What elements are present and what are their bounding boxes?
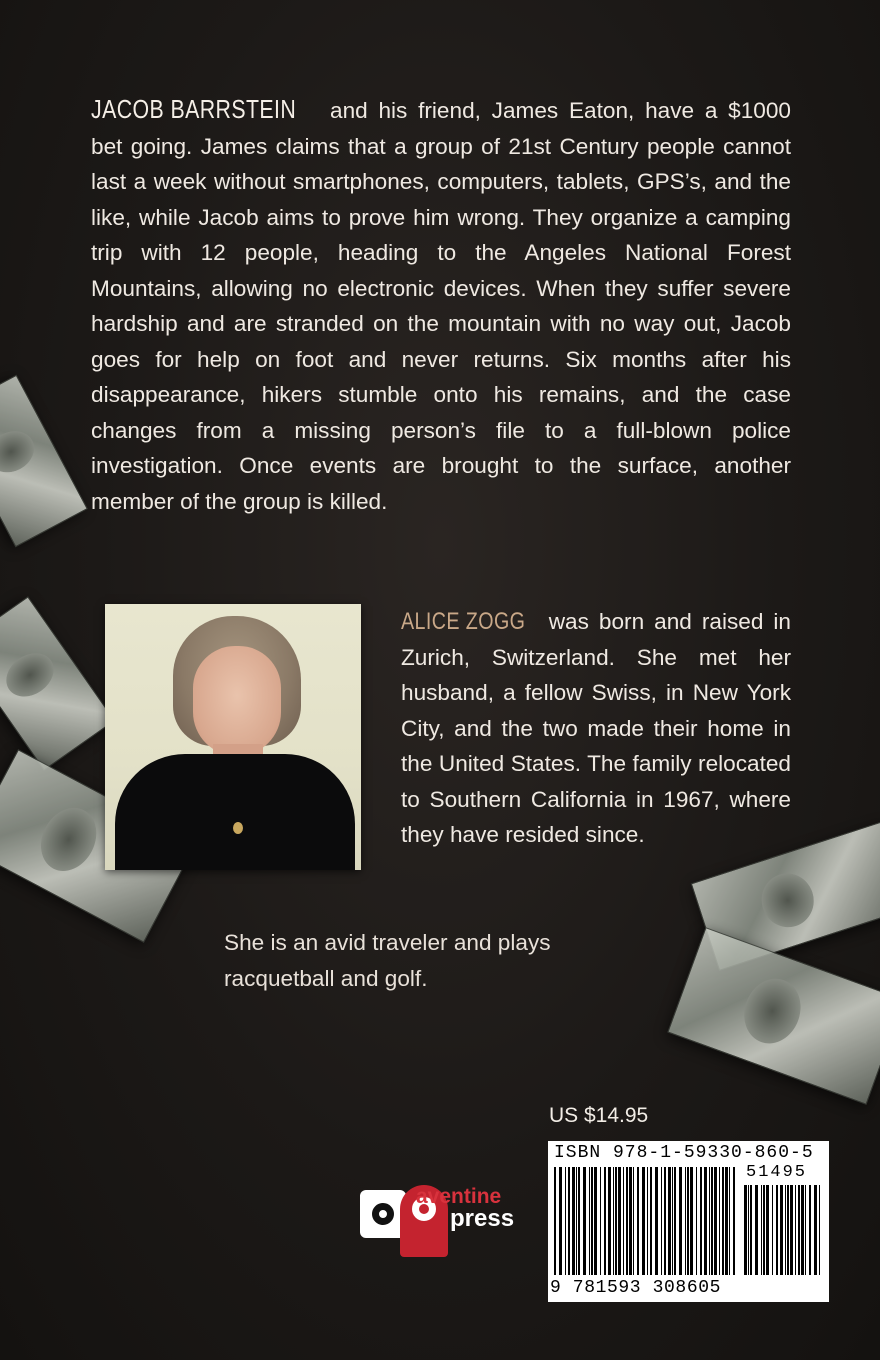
barcode-bar: [568, 1167, 570, 1275]
barcode-bar: [647, 1167, 648, 1275]
barcode-bar: [565, 1167, 566, 1275]
barcode-addon-bars: [744, 1185, 822, 1275]
author-photo-body: [115, 754, 355, 870]
barcode-bar: [583, 1167, 586, 1275]
barcode-bar: [744, 1185, 747, 1275]
barcode-bar: [642, 1167, 645, 1275]
barcode-bar: [761, 1185, 762, 1275]
barcode-bar: [623, 1167, 624, 1275]
ean-digits: 9 781593 308605: [550, 1278, 722, 1298]
barcode-bar: [711, 1167, 713, 1275]
barcode-bar: [559, 1167, 562, 1275]
barcode-bar: [690, 1167, 693, 1275]
barcode-bar: [704, 1167, 707, 1275]
barcode-bar: [787, 1185, 789, 1275]
publisher-name-top: aventine: [416, 1185, 502, 1208]
barcode-bar: [664, 1167, 666, 1275]
publisher-name-bottom: press: [450, 1205, 515, 1232]
barcode-bar: [604, 1167, 606, 1275]
barcode-bar: [772, 1185, 773, 1275]
barcode-bar: [615, 1167, 617, 1275]
barcode-bar: [750, 1185, 752, 1275]
barcode-main-bars: [554, 1167, 736, 1275]
author-name: ALICE ZOGG: [401, 608, 526, 635]
barcode-bar: [805, 1185, 806, 1275]
synopsis: [91, 92, 791, 519]
barcode-bar: [594, 1167, 597, 1275]
isbn-label: ISBN 978-1-59330-860-5: [554, 1143, 814, 1163]
barcode-bar: [608, 1167, 611, 1275]
barcode-bar: [780, 1185, 783, 1275]
barcode-bar: [685, 1167, 686, 1275]
money-bill-right-2: [667, 927, 880, 1105]
price: US $14.95: [549, 1104, 649, 1127]
author-photo: [105, 604, 361, 870]
barcode-bar: [674, 1167, 676, 1275]
barcode-bar: [554, 1167, 556, 1275]
barcode-bar: [668, 1167, 671, 1275]
barcode-bar: [801, 1185, 804, 1275]
barcode-bar: [795, 1185, 796, 1275]
barcode-bar: [629, 1167, 632, 1275]
barcode-bar: [618, 1167, 621, 1275]
barcode-bar: [589, 1167, 590, 1275]
barcode-bar: [763, 1185, 765, 1275]
barcode-bar: [576, 1167, 577, 1275]
barcode-bar: [725, 1167, 728, 1275]
publisher-logo: [360, 1185, 530, 1265]
price-addon-digits: 51495: [746, 1163, 808, 1182]
barcode-bar: [700, 1167, 702, 1275]
barcode-bar: [809, 1185, 811, 1275]
barcode-bar: [748, 1185, 749, 1275]
barcode-bar: [722, 1167, 724, 1275]
barcode-bar: [661, 1167, 662, 1275]
isbn-barcode: [548, 1141, 829, 1302]
barcode-bar: [572, 1167, 575, 1275]
barcode-bar: [633, 1167, 634, 1275]
barcode-bar: [600, 1167, 601, 1275]
barcode-bar: [679, 1167, 682, 1275]
author-photo-face: [193, 646, 281, 756]
barcode-bar: [785, 1185, 786, 1275]
barcode-bar: [719, 1167, 720, 1275]
money-bill-left-1: [0, 375, 88, 548]
barcode-bar: [655, 1167, 658, 1275]
barcode-bar: [650, 1167, 652, 1275]
author-bio-text: was born and raised in Zurich, Switzerland. She met her husband, a fellow Swiss, in New York City, and the two made their home in the United States. The family relocated to Southern California in 1967, where they have resided since.: [401, 609, 791, 847]
barcode-bar: [672, 1167, 673, 1275]
barcode-bar: [613, 1167, 614, 1275]
character-name: JACOB BARRSTEIN: [91, 94, 297, 124]
barcode-bar: [687, 1167, 689, 1275]
barcode-bar: [591, 1167, 593, 1275]
barcode-bar: [755, 1185, 758, 1275]
barcode-bar: [819, 1185, 820, 1275]
barcode-bar: [626, 1167, 628, 1275]
barcode-bar: [733, 1167, 735, 1275]
author-hobbies: She is an avid traveler and plays racquetball and golf.: [224, 930, 551, 991]
author-photo-pendant: [233, 822, 243, 834]
barcode-bar: [696, 1167, 697, 1275]
barcode-bar: [714, 1167, 717, 1275]
barcode-bar: [814, 1185, 817, 1275]
money-bill-left-2: [0, 596, 115, 770]
barcode-bar: [790, 1185, 793, 1275]
barcode-bar: [798, 1185, 800, 1275]
barcode-bar: [709, 1167, 710, 1275]
barcode-bar: [766, 1185, 769, 1275]
barcode-bar: [776, 1185, 778, 1275]
synopsis-text: and his friend, James Eaton, have a $1000 bet going. James claims that a group of 21st Century people cannot last a week without smartphones, computers, tablets, GPS’s, and the like, while Jacob aims to prove him wrong. They organize a camping trip with 12 people, heading to the Angeles National Forest Mountains, allowing no electronic devices. When they suffer severe hardship and are stranded on the mountain with no way out, Jacob goes for help on foot and never returns. Six months after his disappearance, hikers stumble onto his remains, and the case changes from a missing person’s file to a full-blown police investigation. Once events are brought to the surface, another member of the group is killed.: [91, 98, 791, 514]
author-bio: [401, 604, 791, 853]
barcode-bar: [637, 1167, 639, 1275]
barcode-bar: [578, 1167, 580, 1275]
barcode-bar: [729, 1167, 730, 1275]
